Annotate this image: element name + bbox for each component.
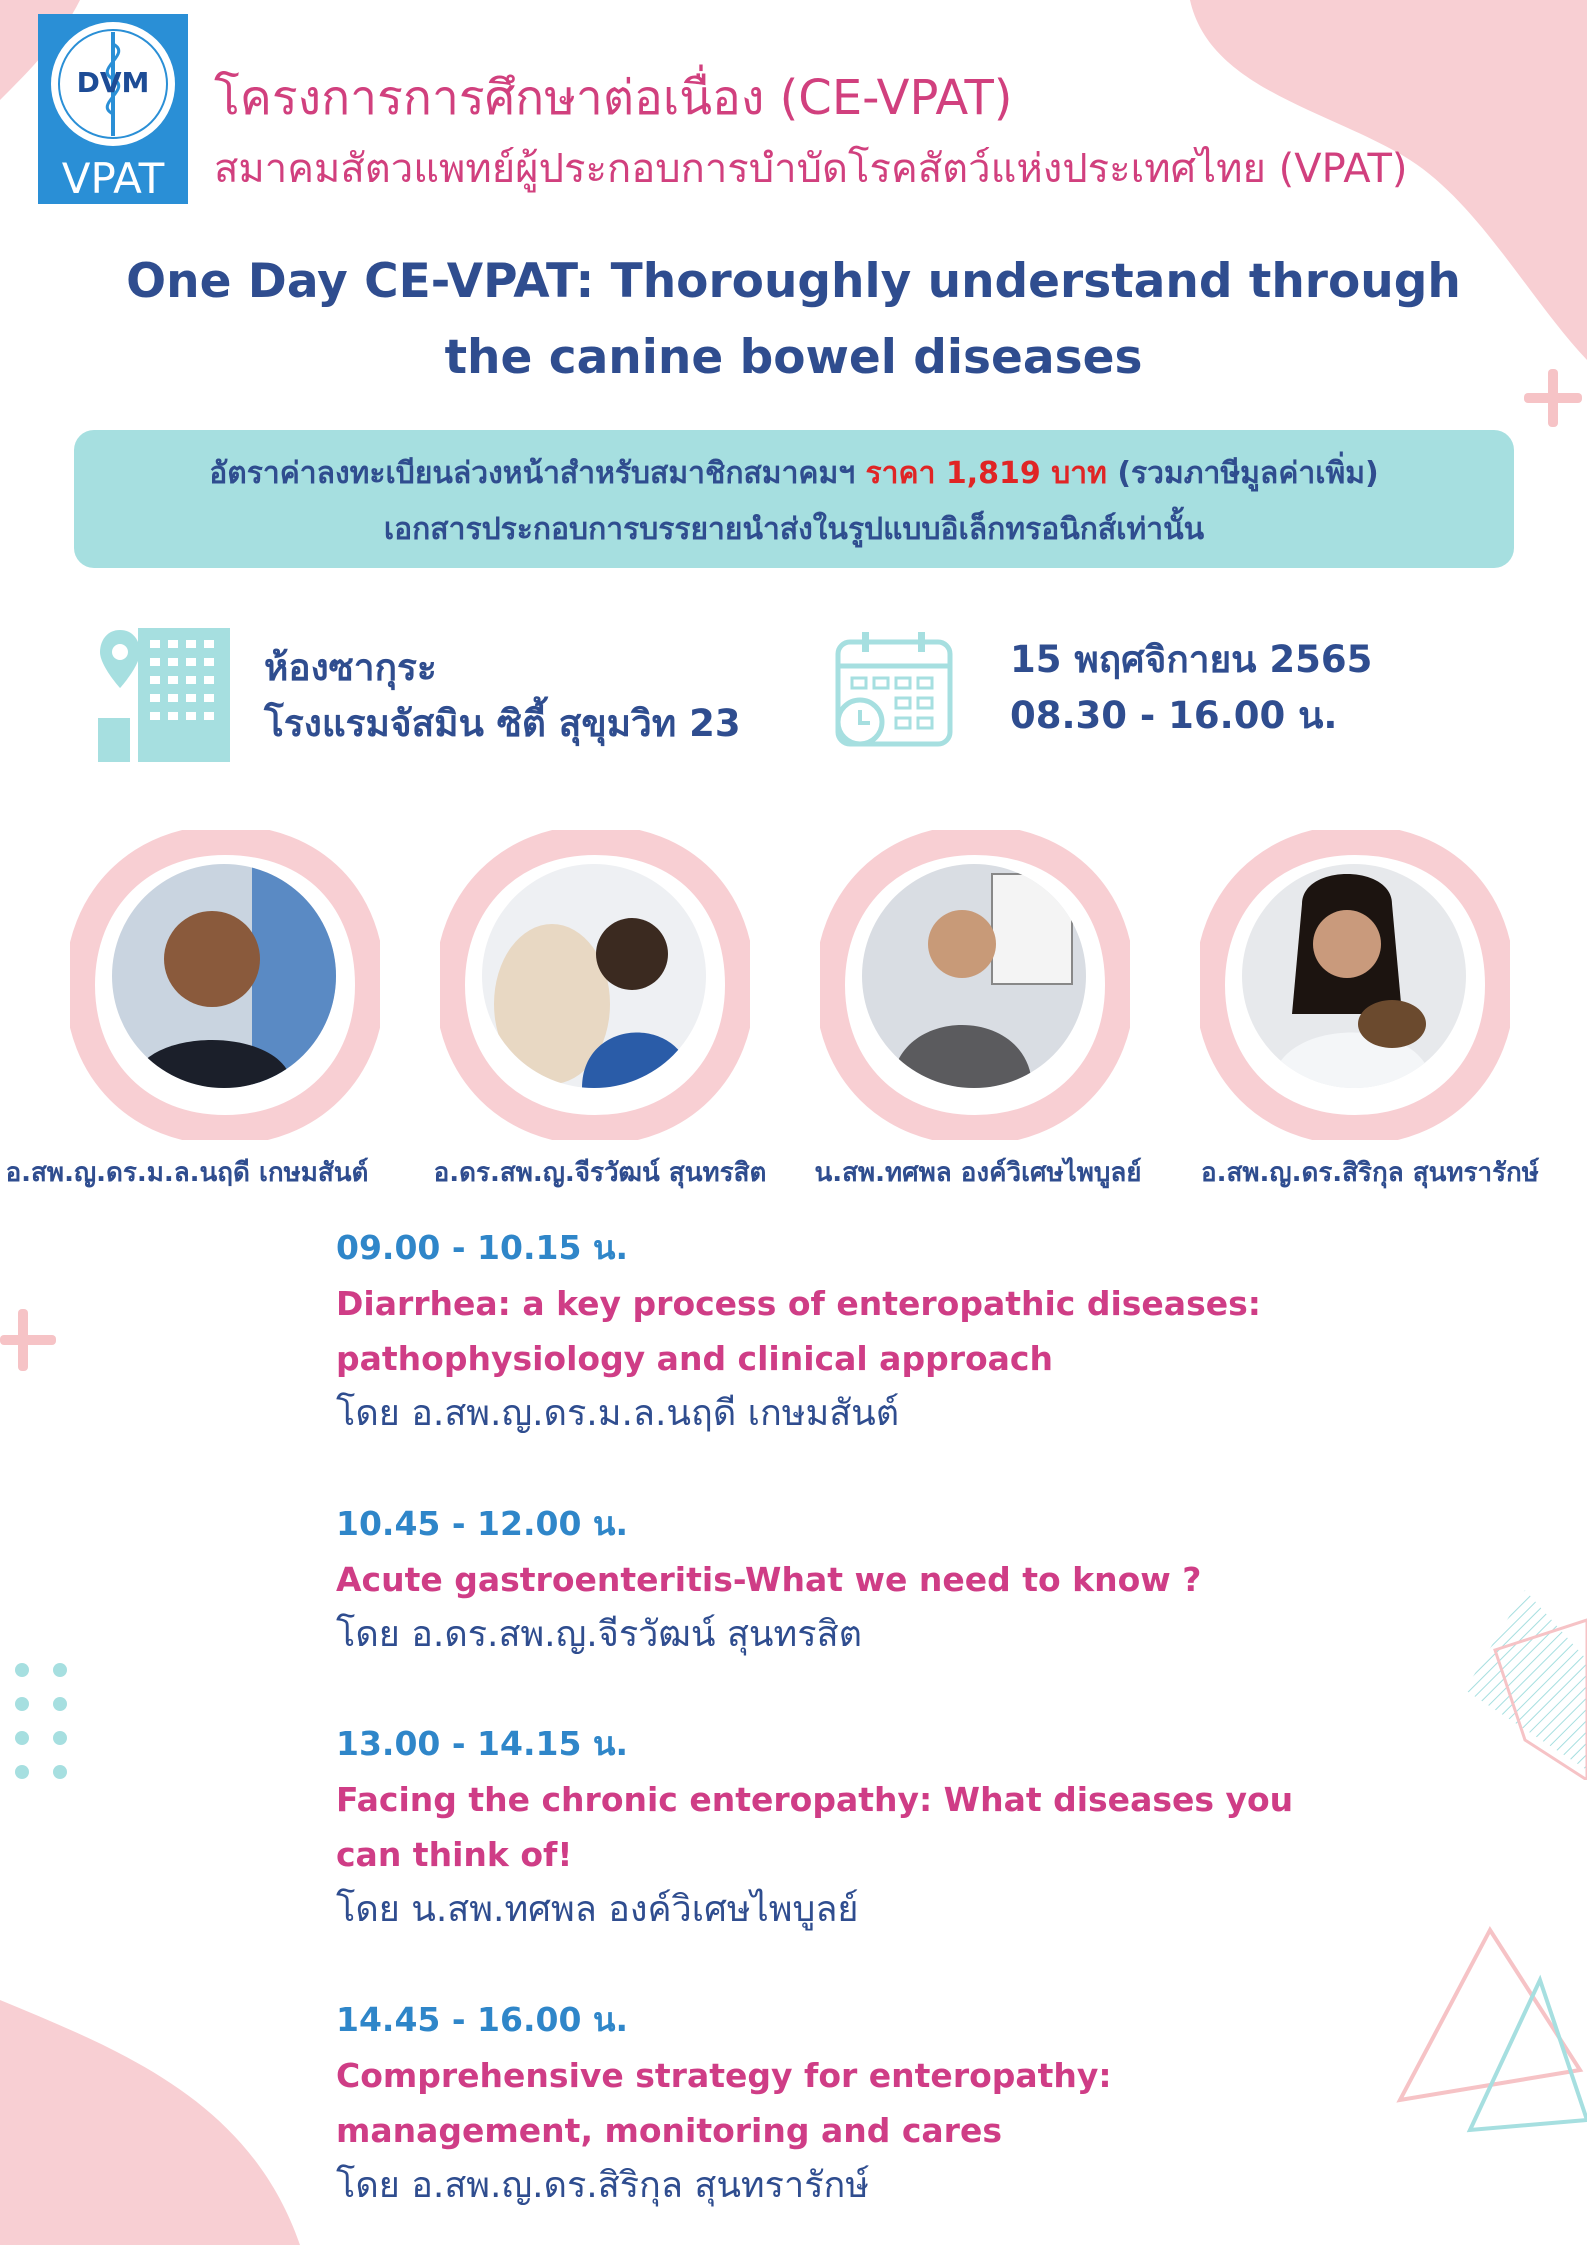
logo-text-vpat: VPAT	[61, 154, 165, 203]
calendar-clock-icon	[832, 630, 957, 750]
session-3-time: 13.00 - 14.15 น.	[336, 1724, 629, 1763]
plus-icon-left	[0, 1305, 60, 1375]
fee-line-1	[74, 450, 1514, 497]
event-title-line2: the canine bowel diseases	[444, 330, 1143, 385]
dot-grid-icon	[10, 1660, 80, 1790]
session-3-speaker: โดย น.สพ.ทศพล องค์วิเศษไพบูลย์	[336, 1889, 859, 1930]
fee-prefix: อัตราค่าลงทะเบียนล่วงหน้าสำหรับสมาชิกสมาคมฯ	[209, 456, 866, 491]
session-2-speaker: โดย อ.ดร.สพ.ญ.จีรวัฒน์ สุนทรสิต	[336, 1614, 862, 1655]
session-4	[336, 1992, 1486, 2214]
session-2	[336, 1496, 1486, 1663]
fee-price: ราคา 1,819 บาท	[865, 456, 1107, 491]
session-1-title-line2: pathophysiology and clinical approach	[336, 1339, 1053, 1378]
speaker-1-photo	[112, 864, 336, 1088]
association-name: สมาคมสัตวแพทย์ผู้ประกอบการบำบัดโรคสัตว์แห่งประเทศไทย (VPAT)	[214, 146, 1408, 192]
session-1	[336, 1220, 1486, 1442]
speaker-1-name: อ.สพ.ญ.ดร.ม.ล.นฤดี เกษมสันต์	[5, 1158, 369, 1188]
session-3-title-line1: Facing the chronic enteropathy: What diseases you	[336, 1780, 1294, 1819]
event-time: 08.30 - 16.00 น.	[1010, 694, 1338, 737]
fee-line-2: เอกสารประกอบการบรรยายนำส่งในรูปแบบอิเล็กทรอนิกส์เท่านั้น	[383, 512, 1205, 547]
event-datetime	[1010, 632, 1372, 744]
registration-fee-box	[74, 430, 1514, 568]
speaker-3-portrait	[820, 830, 1130, 1140]
session-3-title-line2: can think of!	[336, 1835, 573, 1874]
speaker-3-name: น.สพ.ทศพล องค์วิเศษไพบูลย์	[814, 1158, 1142, 1188]
session-4-speaker: โดย อ.สพ.ญ.ดร.สิริกุล สุนทรารักษ์	[336, 2165, 870, 2206]
speaker-3-photo	[862, 864, 1086, 1088]
speaker-1-portrait	[70, 830, 380, 1140]
venue-room: ห้องซากุระ	[264, 646, 437, 689]
speaker-2-name: อ.ดร.สพ.ญ.จีรวัฒน์ สุนทรสิต	[433, 1158, 767, 1188]
location-building-icon	[98, 622, 238, 762]
speaker-4-photo	[1242, 864, 1466, 1088]
speaker-2-photo	[482, 864, 706, 1088]
event-title	[40, 244, 1547, 396]
session-1-title-line1: Diarrhea: a key process of enteropathic diseases:	[336, 1284, 1261, 1323]
program-title: โครงการการศึกษาต่อเนื่อง (CE-VPAT)	[214, 70, 1013, 126]
vpat-logo	[38, 14, 188, 204]
venue-hotel: โรงแรมจัสมิน ซิตี้ สุขุมวิท 23	[264, 702, 741, 745]
session-1-speaker: โดย อ.สพ.ญ.ดร.ม.ล.นฤดี เกษมสันต์	[336, 1393, 900, 1434]
speaker-4-portrait	[1200, 830, 1510, 1140]
session-2-time: 10.45 - 12.00 น.	[336, 1504, 629, 1543]
pink-blob-bottom-left	[0, 1960, 330, 2245]
session-3	[336, 1716, 1486, 1938]
speaker-2-portrait	[440, 830, 750, 1140]
event-date: 15 พฤศจิกายน 2565	[1010, 638, 1373, 681]
session-4-time: 14.45 - 16.00 น.	[336, 2000, 629, 2039]
session-2-title-line1: Acute gastroenteritis-What we need to know ?	[336, 1560, 1202, 1599]
fee-suffix: (รวมภาษีมูลค่าเพิ่ม)	[1106, 456, 1379, 491]
event-title-line1: One Day CE-VPAT: Thoroughly understand through	[126, 254, 1461, 309]
venue	[264, 640, 741, 752]
speaker-4-name: อ.สพ.ญ.ดร.สิริกุล สุนทรารักษ์	[1201, 1158, 1539, 1188]
session-4-title-line2: management, monitoring and cares	[336, 2111, 1002, 2150]
logo-text-dvm: DVM	[76, 66, 150, 99]
session-4-title-line1: Comprehensive strategy for enteropathy:	[336, 2056, 1112, 2095]
session-1-time: 09.00 - 10.15 น.	[336, 1228, 629, 1267]
